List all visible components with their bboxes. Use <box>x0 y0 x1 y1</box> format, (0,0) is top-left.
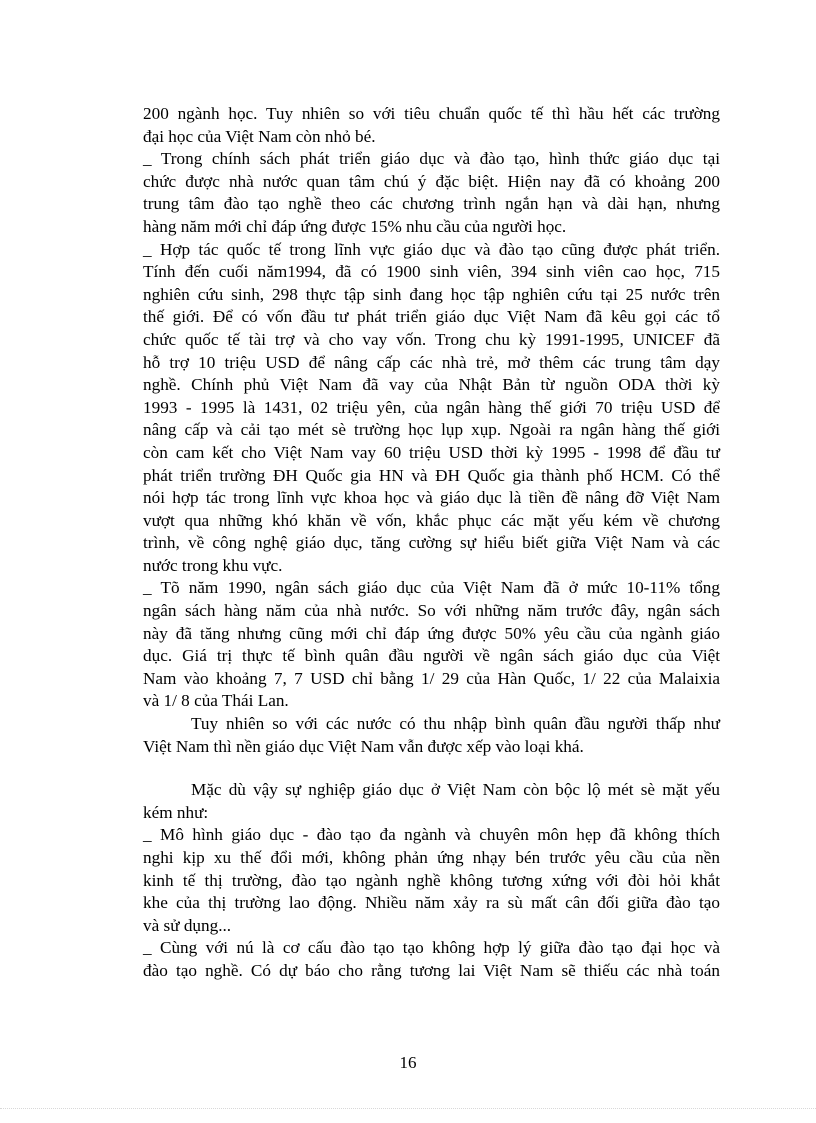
text-line: còn cam kết cho Việt Nam vay 60 triệu USD thời kỳ 1995 - 1998 để đầu tư <box>143 442 720 462</box>
text-line: và 1/ 8 của Thái Lan. <box>143 691 289 711</box>
text-line: Việt Nam thì nền giáo dục Việt Nam vẫn được xếp vào loại khá. <box>143 736 584 756</box>
text-line: nâng cấp và cải tạo mét sè trường học lụp xụp. Ngoài ra ngân hàng thế giới <box>143 420 720 440</box>
text-line: vượt qua những khó khăn về vốn, khắc phục các mặt yếu kém về chương <box>143 510 720 530</box>
text-line: chức được nhà nước quan tâm chú ý đặc biệt. Hiện nay đã có khoảng 200 <box>143 171 720 191</box>
page-bottom-divider <box>0 1108 816 1109</box>
text-line: và sử dụng... <box>143 915 232 935</box>
text-line: _ Trong chính sách phát triển giáo dục và đào tạo, hình thức giáo dục tại <box>143 149 720 169</box>
text-line: nghề. Chính phủ Việt Nam đã vay của Nhật Bản từ nguồn ODA thời kỳ <box>143 375 720 395</box>
text-line: 1993 - 1995 là 1431, 02 triệu yên, của ngân hàng thế giới 70 triệu USD để <box>143 397 720 417</box>
text-line: _ Tõ năm 1990, ngân sách giáo dục của Việt Nam đã ở mức 10-11% tổng <box>143 578 720 598</box>
text-line: phát triển trường ĐH Quốc gia HN và ĐH Quốc gia thành phố HCM. Có thể <box>143 465 720 485</box>
text-line: ngân sách hàng năm của nhà nước. So với những năm trước đây, ngân sách <box>143 601 720 621</box>
document-body <box>143 103 720 983</box>
text-line: kém như: <box>143 802 209 822</box>
text-line: thế giới. Để có vốn đầu tư phát triển giáo dục Việt Nam đã kêu gọi các tổ <box>143 307 720 327</box>
text-line: dục. Giá trị thực tế bình quân đầu người về ngân sách giáo dục của Việt <box>143 646 720 666</box>
text-line: hỗ trợ 10 triệu USD để nâng cấp các nhà trẻ, mở thêm các trung tâm dạy <box>143 352 720 372</box>
text-line: trung tâm đào tạo nghề theo các chương trình ngắn hạn và dài hạn, nhưng <box>143 194 720 214</box>
text-line: hàng năm mới chỉ đáp ứng được 15% nhu cầu của người học. <box>143 216 567 236</box>
text-line: chức quốc tế tài trợ và cho vay vốn. Trong chu kỳ 1991-1995, UNICEF đã <box>143 329 720 349</box>
page-number: 16 <box>399 1053 417 1072</box>
text-line: Tính đến cuối năm1994, đã có 1900 sinh viên, 394 sinh viên cao học, 715 <box>143 262 720 282</box>
text-line: kinh tế thị trường, đào tạo ngành nghề không tương xứng với đòi hỏi khắt <box>143 870 720 890</box>
text-line: này đã tăng nhưng cũng mới chỉ đáp ứng được 50% yêu cầu của ngành giáo <box>143 623 720 643</box>
text-line: nước trong khu vực. <box>143 555 283 575</box>
text-line: _ Hợp tác quốc tế trong lĩnh vực giáo dục và đào tạo cũng được phát triển. <box>143 239 720 259</box>
text-line: _ Cùng với nú là cơ cấu đào tạo tạo không hợp lý giữa đào tạo đại học và <box>143 938 720 958</box>
paragraph-gap <box>143 758 720 779</box>
text-line: đại học của Việt Nam còn nhỏ bé. <box>143 126 376 146</box>
text-line: Nam vào khoảng 7, 7 USD chỉ bằng 1/ 29 của Hàn Quốc, 1/ 22 của Malaixia <box>143 668 720 688</box>
text-line: 200 ngành học. Tuy nhiên so với tiêu chuẩn quốc tế thì hầu hết các trường <box>143 104 720 123</box>
text-line: đào tạo nghề. Có dự báo cho rằng tương lai Việt Nam sẽ thiếu các nhà toán <box>143 960 720 980</box>
text-line: Tuy nhiên so với các nước có thu nhập bình quân đầu người thấp như <box>191 714 720 734</box>
text-line: nghi kịp xu thế đổi mới, không phản ứng nhạy bén trước yêu cầu của nền <box>143 848 720 867</box>
text-line: Mặc dù vậy sự nghiệp giáo dục ở Việt Nam còn bộc lộ mét sè mặt yếu <box>191 780 720 800</box>
text-line: nghiên cứu sinh, 298 thực tập sinh đang học tập nghiên cứu tại 25 nước trên <box>143 284 720 304</box>
text-line: nói hợp tác trong lĩnh vực khoa học và giáo dục là tiền đề nâng đỡ Việt Nam <box>143 488 720 508</box>
text-line: _ Mô hình giáo dục - đào tạo đa ngành và chuyên môn hẹp đã không thích <box>143 825 720 845</box>
text-line: trình, về công nghệ giáo dục, tăng cường sự hiểu biết giữa Việt Nam và các <box>143 533 720 553</box>
text-line: khe của thị trường lao động. Nhiều năm xảy ra sù mất cân đối giữa đào tạo <box>143 893 720 913</box>
